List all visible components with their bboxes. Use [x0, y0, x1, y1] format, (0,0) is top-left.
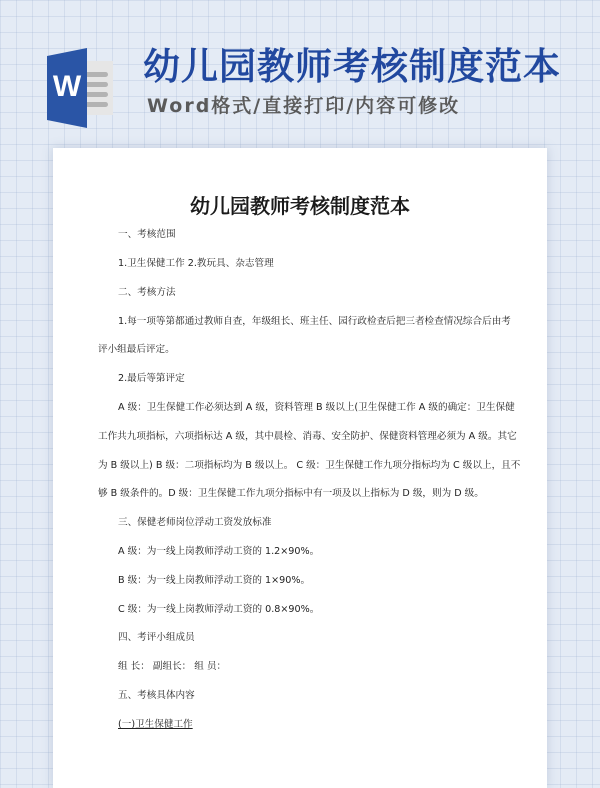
banner-header [0, 0, 600, 148]
paragraph: A 级：为一线上岗教师浮动工资的 1.2×90%。 [118, 546, 320, 557]
section-heading: 二、考核方法 [118, 287, 176, 298]
subsection-heading: (一)卫生保健工作 [118, 719, 193, 730]
paragraph: 组 长： 副组长： 组 员： [118, 661, 227, 672]
text-line-icon [85, 72, 108, 77]
banner-title: 幼儿园教师考核制度范本 [143, 45, 561, 88]
paragraph: 工作共九项指标，六项指标达 A 级，其中晨检、消毒、安全防护、保健资料管理必须为 A 级。其它 [98, 431, 517, 442]
document-title: 幼儿园教师考核制度范本 [190, 194, 410, 218]
section-heading: 一、考核范围 [118, 229, 176, 240]
paragraph: 为 B 级以上) B 级：二项指标均为 B 级以上。 C 级：卫生保健工作九项分指标均为 C 级以上，且不 [98, 460, 521, 471]
paragraph: B 级：为一线上岗教师浮动工资的 1×90%。 [118, 575, 311, 586]
document-page [53, 148, 547, 788]
paragraph: 2.最后等第评定 [118, 373, 185, 384]
section-heading: 四、考评小组成员 [118, 632, 195, 643]
paragraph: 1.每一项等第都通过教师自查，年级组长、班主任、园行政检查后把三者检查情况综合后由考 [118, 316, 511, 327]
section-heading: 三、保健老师岗位浮动工资发放标准 [118, 517, 272, 528]
banner-subtitle: Word格式/直接打印/内容可修改 [147, 95, 461, 117]
word-letter: W [52, 70, 82, 103]
paragraph: 够 B 级条件的。D 级：卫生保健工作九项分指标中有一项及以上指标为 D 级，则为 D 级。 [98, 488, 484, 499]
paragraph: C 级：为一线上岗教师浮动工资的 0.8×90%。 [118, 604, 320, 615]
text-line-icon [85, 92, 108, 97]
word-icon [47, 48, 117, 128]
paragraph: 评小组最后评定。 [98, 344, 175, 355]
section-heading: 五、考核具体内容 [118, 690, 195, 701]
text-line-icon [85, 82, 108, 87]
paragraph: 1.卫生保健工作 2.教玩具、杂志管理 [118, 258, 274, 269]
text-line-icon [85, 102, 108, 107]
paragraph: A 级：卫生保健工作必须达到 A 级，资料管理 B 级以上(卫生保健工作 A 级的确定：卫生保健 [118, 402, 515, 413]
